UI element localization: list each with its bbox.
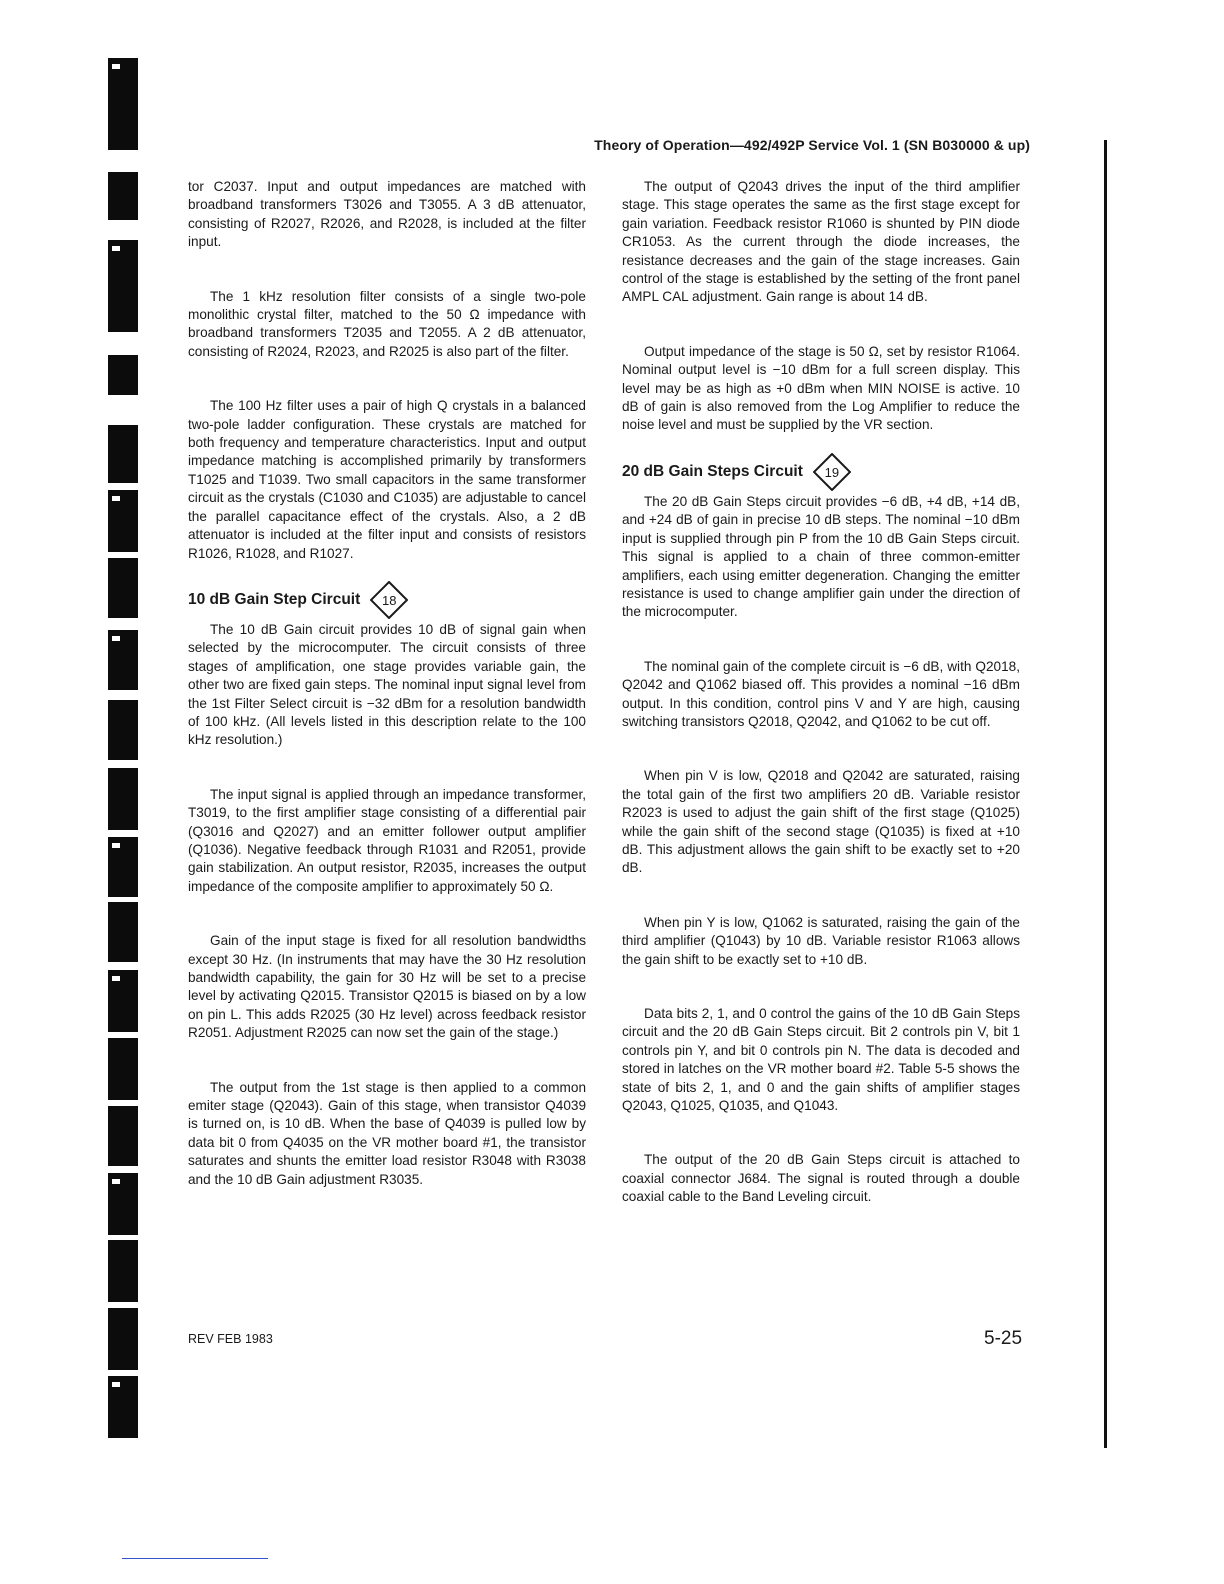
binding-edge-tabs: [108, 40, 148, 1460]
section-heading-10db: [188, 579, 586, 621]
left-column: [188, 178, 586, 1189]
edge-tab: [108, 970, 138, 1032]
edge-tab: [108, 768, 138, 830]
edge-tab: [108, 58, 138, 150]
edge-tab: [108, 1308, 138, 1370]
edge-tab: [108, 355, 138, 395]
paragraph: The 20 dB Gain Steps circuit provides −6 dB, +4 dB, +14 dB, and +24 dB of gain in precise 10 dB steps. The nominal −10 dBm input is supplied through pin P from the 10 dB Gain Steps circuit. This signal is applied to a chain of three common-emitter amplifiers, each using emitter degeneration. Changing the emitter resistance is used to change amplifier gain under the direction of the microcomputer.: [622, 493, 1020, 620]
revision-date: REV FEB 1983: [188, 1332, 273, 1346]
edge-tab: [108, 1106, 138, 1166]
paragraph: The 10 dB Gain circuit provides 10 dB of signal gain when selected by the microcomputer. The circuit consists of three stages of amplification, one stage provides variable gain, the other two are fixed gain steps. The nominal input signal level from the 1st Filter Select circuit is −32 dBm for a resolution bandwidth of 100 kHz. (All levels listed in this description relate to the 100 kHz resolution.): [188, 621, 586, 748]
edge-tab: [108, 240, 138, 332]
paragraph: The output of the 20 dB Gain Steps circuit is attached to coaxial connector J684. The signal is routed through a double coaxial cable to the Band Leveling circuit.: [622, 1152, 1020, 1205]
edge-tab: [108, 558, 138, 618]
paragraph: Output impedance of the stage is 50 Ω, set by resistor R1064. Nominal output level is −10 dBm for a full screen display. This level may be as high as +0 dBm when MIN NOISE is active. 10 dB of gain is also removed from the Log Amplifier to reduce the noise level and must be supplied by the VR section.: [622, 343, 1020, 433]
paragraph: The 100 Hz filter uses a pair of high Q crystals in a balanced two-pole ladder configuration. These crystals are matched for both frequency and temperature characteristics. Input and output impedance matching is accomplished primarily by transformers T1025 and T1039. Two small capacitors in the same transformer circuit as the crystals (C1030 and C1035) are adjustable to cancel the parallel capacitance effect of the crystals. Also, a 2 dB attenuator is included at the filter input and consists of resistors R1026, R1028, and R1027.: [188, 398, 586, 561]
paragraph: The output from the 1st stage is then applied to a common emiter stage (Q2043). Gain of this stage, when transistor Q4039 is turned on, is 10 dB. When the base of Q4039 is pulled low by data bit 0 from Q4035 on the VR mother board #1, the transistor saturates and shunts the emitter load resistor R3048 with R3038 and the 10 dB Gain adjustment R3035.: [188, 1079, 586, 1187]
paragraph: The nominal gain of the complete circuit is −6 dB, with Q2018, Q2042 and Q1062 biased off. This provides a nominal −16 dBm output. In this condition, control pins V and Y are high, causing switching transistors Q2018, Q2042, and Q1062 to be cut off.: [622, 658, 1020, 729]
edge-tab: [108, 172, 138, 220]
right-margin-rule: [1104, 140, 1107, 1448]
diagram-number: 19: [824, 464, 840, 480]
paragraph: The output of Q2043 drives the input of the third amplifier stage. This stage operates the same as the first stage except for gain variation. Feedback resistor R1060 is shunted by PIN diode CR1053. As the current through the diode increases, the resistance decreases and the gain of the stage increases. Gain control of the stage is established by the setting of the front panel AMPL CAL adjustment. Gain range is about 14 dB.: [622, 179, 1020, 305]
edge-tab: [108, 630, 138, 690]
paragraph: When pin V is low, Q2018 and Q2042 are saturated, raising the total gain of the first two amplifiers 20 dB. Variable resistor R2023 is used to adjust the gain shift of the first stage (Q1025) while the gain shift of the second stage (Q1035) is fixed at +10 dB. This adjustment allows the gain shift to be exactly set to +20 dB.: [622, 768, 1020, 876]
section-title: 10 dB Gain Step Circuit: [188, 590, 361, 608]
diagram-reference-diamond-icon: [370, 581, 408, 619]
edge-tab: [108, 1038, 138, 1100]
section-title: 20 dB Gain Steps Circuit: [622, 462, 803, 480]
scan-edge-line: [122, 1558, 268, 1559]
paragraph: tor C2037. Input and output impedances are matched with broadband transformers T3026 and T3055. A 3 dB attenuator, consisting of R2027, R2026, and R2028, is included at the filter input.: [188, 179, 586, 250]
edge-tab: [108, 837, 138, 897]
edge-tab: [108, 1240, 138, 1302]
paragraph: Gain of the input stage is fixed for all resolution bandwidths except 30 Hz. (In instruments that may have the 30 Hz resolution bandwidth capability, the gain for 30 Hz will be set to a precise level by activating Q2015. Transistor Q2015 is biased on by a low on pin L. This adds R2025 (30 Hz level) across feedback resistor R2051. Adjustment R2025 can now set the gain of the stage.): [188, 933, 586, 1041]
page-number: 5-25: [984, 1328, 1023, 1349]
edge-tab: [108, 700, 138, 760]
page-header: Theory of Operation—492/492P Service Vol. 1 (SN B030000 & up): [594, 137, 1030, 153]
section-heading-20db: [622, 451, 1020, 493]
edge-tab: [108, 1173, 138, 1235]
paragraph: The 1 kHz resolution filter consists of a single two-pole monolithic crystal filter, matched to the 50 Ω impedance with broadband transformers T2035 and T2055. A 2 dB attenuator, consisting of R2024, R2023, and R2025 is also part of the filter.: [188, 288, 586, 359]
edge-tab: [108, 902, 138, 962]
edge-tab: [108, 1376, 138, 1438]
diagram-number: 18: [382, 592, 397, 608]
edge-tab: [108, 425, 138, 483]
paragraph: When pin Y is low, Q1062 is saturated, raising the gain of the third amplifier (Q1043) by 10 dB. Variable resistor R1063 allows the gain shift to be exactly set to +10 dB.: [622, 914, 1020, 967]
paragraph: The input signal is applied through an impedance transformer, T3019, to the first amplifier stage consisting of a differential pair (Q3016 and Q2027) and an emitter follower output amplifier (Q1036). Negative feedback through R1031 and R2051, provide gain stabilization. An output resistor, R2035, increases the output impedance of the composite amplifier to approximately 50 Ω.: [188, 786, 586, 894]
paragraph: Data bits 2, 1, and 0 control the gains of the 10 dB Gain Steps circuit and the 20 dB Gain Steps circuit. Bit 2 controls pin V, bit 1 controls pin Y, and bit 0 controls pin N. The data is decoded and stored in latches on the VR mother board #2. Table 5-5 shows the state of bits 2, 1, and 0 and the gain shifts of amplifier stages Q2043, Q1025, Q1035, and Q1043.: [622, 1006, 1020, 1114]
right-column: [622, 178, 1020, 1207]
diagram-reference-diamond-icon: [813, 453, 851, 491]
edge-tab: [108, 490, 138, 552]
